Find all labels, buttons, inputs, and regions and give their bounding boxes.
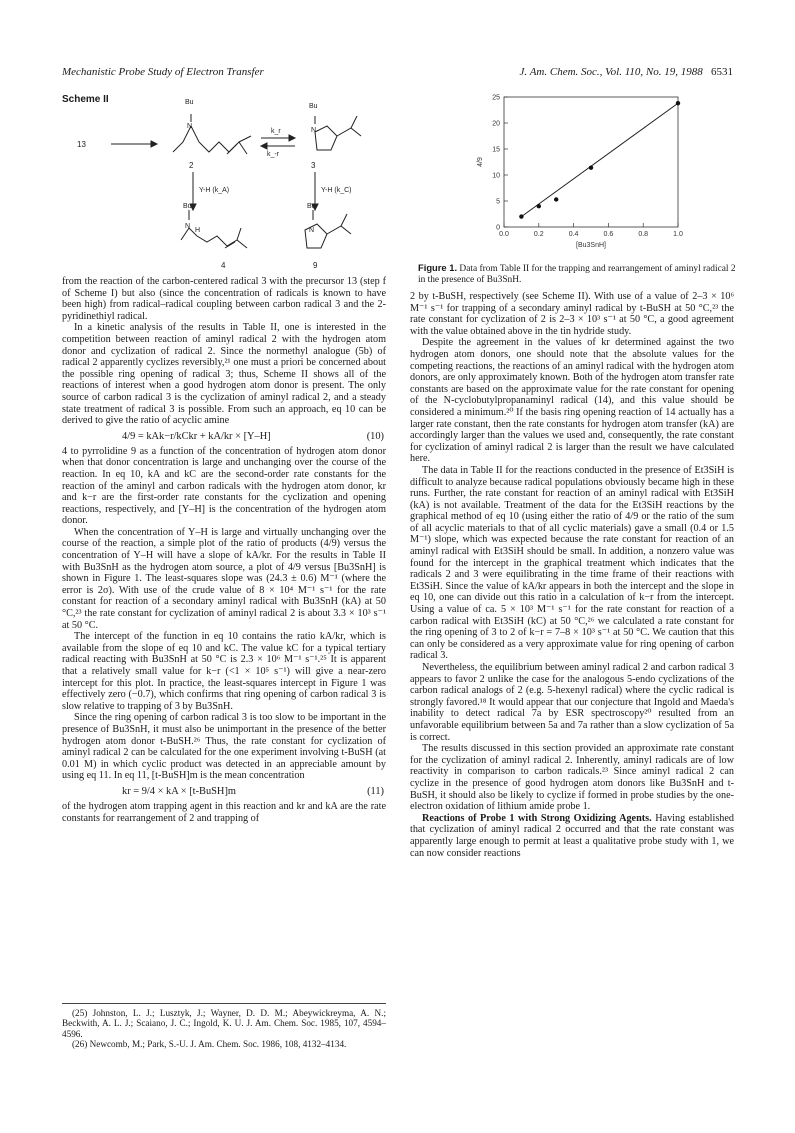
- scheme-label: Scheme II: [62, 94, 109, 105]
- references: [62, 1003, 386, 1050]
- equation-10-number: (10): [366, 430, 384, 442]
- arrow-head-13: [151, 141, 157, 147]
- equation-10-body: 4/9 = kAk−r/kCkr + kA/kr × [Y–H]: [122, 430, 271, 442]
- right-paragraph-6: [410, 813, 734, 859]
- x-tick-label: 0.2: [533, 231, 544, 238]
- caption-text: Data from Table II for the trapping and rearrangement of aminyl radical 2 in the presence of Bu3SnH.: [418, 264, 736, 285]
- x-tick-label: 0.8: [638, 231, 649, 238]
- k-forward-label: k_r: [271, 128, 281, 135]
- n-label-3: N: [311, 127, 317, 134]
- right-column: [410, 291, 734, 859]
- right-paragraph-4: Nevertheless, the equilibrium between aminyl radical 2 and carbon radical 3 appears to favor 2 unlike the case for the analogous 5-endo cyclizations of the carbon radical analogs of 2 (e.g. 5-hexenyl radical) where the cyclic radical is strongly favored.¹⁸ It would appear that our conjecture that Ingold and Maeda's inability to detect radical 7a by ESR spectroscopy²⁰ resulted from an unfavorable equilibrium between 5a and 7a rather than a slow cyclization of 5a is correct.: [410, 662, 734, 743]
- reverse-arrow-head: [261, 143, 267, 149]
- journal-name: J. Am. Chem. Soc., Vol. 110, No. 19, 1988: [519, 66, 703, 78]
- left-paragraph-2: In a kinetic analysis of the results in Table II, one is interested in the competition between reaction of aminyl radical 2 with the hydrogen atom donor and cyclization of radical 2. Since the normethyl analogue (5b) of radical 2 apparently cyclizes reversibly,²¹ one must a priori be concerned about the possible ring opening of radical 3; thus, Scheme II shows all of the reactions of interest when a good hydrogen atom donor is present. The only source of carbon radical 3 is the cyclization of aminyl radical 2, and a steady state treatment of radical 3 is possible. From such an approach, eq 10 can be derived to give the ratio of acyclic amine: [62, 322, 386, 427]
- forward-arrow-head: [289, 135, 295, 141]
- y-axis-label: 4/9: [477, 157, 484, 167]
- isopropylidene-2: [239, 136, 251, 154]
- compound-13-label: 13: [77, 140, 86, 149]
- n-label-4: N: [185, 223, 191, 230]
- x-axis-label: [Bu3SnH]: [576, 242, 606, 249]
- left-paragraph-7: of the hydrogen atom trapping agent in this reaction and kr and kA are the rate constants for rearrangement of 2 and trapping of: [62, 800, 386, 824]
- y-tick-label: 10: [492, 172, 500, 180]
- reagent-right-label: Y-H (k_C): [321, 187, 352, 194]
- right-paragraph-5: The results discussed in this section provided an approximate rate constant for the cyclization of aminyl radical 2. Inherently, aminyl radicals are of low reactivity in comparison to carbon radicals.²³ Since aminyl radical 2 can cyclize in the presence of good hydrogen atom donors like Bu3SnH and t-BuSH, it should also be likely to cyclize if formed in probe studies by the one-electron oxidation of lithium amide probe 1.: [410, 743, 734, 813]
- bu-label-4: Bu: [183, 203, 192, 210]
- data-point: [589, 166, 593, 170]
- reference-26: (26) Newcomb, M.; Park, S.-U. J. Am. Chem. Soc. 1986, 108, 4132–4134.: [72, 1039, 347, 1050]
- running-title: Mechanistic Probe Study of Electron Transfer: [62, 66, 264, 78]
- x-tick-label: 0.4: [568, 231, 579, 238]
- right-paragraph-2: Despite the agreement in the values of kr determined against the two hydrogen atom donors, one should note that the absolute values for the competing reactions, the reactions of an aminyl radical with the hydrogen atom donors, are only approximately known. Both of the hydrogen atom transfer rate constants are based on the approximate value for the rate constant for opening of the N-cyclobutylpropanaminyl radical (14), and this value should be considered a minimum.²⁰ If the basis ring opening reaction of 14 actually has a larger rate constant, then the rate constants for hydrogen atom transfer (kA) are accordingly larger than the values we used and, consequently, the rate constant for cyclization of aminyl radical 2 is larger than the result we have calculated here.: [410, 337, 734, 465]
- n-label-9: N: [309, 227, 315, 234]
- bu-label-2: Bu: [185, 99, 194, 106]
- methyl-4: [237, 228, 241, 240]
- figure-1-caption: [418, 262, 736, 286]
- radical-2-chain: [173, 126, 239, 152]
- compound-9-label: 9: [313, 261, 318, 270]
- h-label-4: H: [195, 227, 201, 234]
- left-paragraph-5: The intercept of the function in eq 10 contains the ratio kA/kr, which is available from the slope of eq 10 and kC. The value kC for a typical tertiary radical reacting with Bu3SnH at 50 °C is 2.3 × 10⁶ M⁻¹ s⁻¹.²⁵ It is apparent that a relatively small value for k−r (<1 × 10⁵ s⁻¹) will give a near-zero intercept for this plot. In practice, the least-squares intercept in Figure 1 was effectively zero (−0.7), which confirms that ring opening of carbon radical 3 is slow relative to trapping of 3 by Bu3SnH.: [62, 631, 386, 712]
- n-radical-label: N: [187, 123, 193, 130]
- section-text: Having established that cyclization of aminyl radical 2 occurred and that the rate constant was apparently large enough to permit at least a qualitative probe study with 1, we can now consider reactions: [410, 812, 734, 859]
- journal-citation: [520, 66, 733, 78]
- left-paragraph-3: 4 to pyrrolidine 9 as a function of the concentration of hydrogen atom donor when that donor concentration is large and unchanging over the course of the reaction. In eq 10, kA and kC are the second-order rate constants for the reaction of the aminyl and carbon radicals with the hydrogen atom donor, kr and k−r are the first-order rate constants for the cyclization and opening reactions, respectively, and [Y–H] is the concentration of the hydrogen atom donor.: [62, 445, 386, 527]
- equation-11-number: (11): [367, 785, 384, 797]
- left-paragraph-1: from the reaction of the carbon-centered radical 3 with the precursor 13 (step f of Scheme I) but also (since the concentration of radicals is known to have been high) from radical–radical coupling between carbon radical 3 and the 2-pyridinethiyl radical.: [62, 276, 386, 322]
- equation-11-body: kr = 9/4 × kA × [t-BuSH]m: [122, 785, 236, 797]
- bu-label-3: Bu: [309, 103, 318, 110]
- figure-1-chart: [470, 89, 690, 253]
- x-tick-label: 0.6: [603, 231, 614, 238]
- left-paragraph-4: When the concentration of Y–H is large and virtually unchanging over the course of the reaction, a simple plot of the ratio of products (4/9) versus the concentration of Y–H will have a slope of kA/kr. For the results in Table II with Bu3SnH as the hydrogen atom source, a plot of 4/9 versus [Bu3SnH] is shown in Figure 1. The least-squares slope was (24.3 ± 0.6) M⁻¹ (where the error is 2σ). With use of the crude value of 8 × 10⁴ M⁻¹ s⁻¹ for the rate constant for reaction of a secondary aminyl radical with Bu3SnH (kA) at 50 °C,²³ the rate constant for cyclization of aminyl radical 2 is about 3.3 × 10³ s⁻¹ at 50 °C.: [62, 526, 386, 631]
- section-heading: Reactions of Probe 1 with Strong Oxidizing Agents.: [422, 812, 652, 824]
- x-tick-label: 1.0: [673, 231, 683, 238]
- scheme-ii-diagram: [75, 92, 395, 277]
- compound-2-label: 2: [189, 161, 194, 170]
- x-tick-label: 0.0: [499, 231, 509, 238]
- y-tick-label: 15: [492, 146, 500, 154]
- equation-11: [62, 784, 386, 799]
- y-tick-label: 0: [496, 224, 500, 232]
- y-tick-label: 25: [492, 94, 500, 102]
- data-point: [554, 197, 558, 201]
- y-tick-label: 5: [496, 198, 500, 206]
- plot-frame: [504, 97, 678, 227]
- data-point: [676, 101, 680, 105]
- compound-3-label: 3: [311, 161, 316, 170]
- isopropyl-9: [327, 214, 351, 234]
- pyrrolidine-ring-3: [315, 126, 337, 150]
- bu-label-9: Bu: [307, 203, 316, 210]
- double-bond-2: [227, 144, 237, 154]
- amine-4-chain: [181, 228, 247, 248]
- data-point: [537, 204, 541, 208]
- caption-label: Figure 1.: [418, 262, 458, 273]
- y-tick-label: 20: [492, 120, 500, 128]
- k-reverse-label: k_-r: [267, 151, 280, 158]
- page-number: 6531: [711, 66, 733, 78]
- compound-4-label: 4: [221, 261, 226, 270]
- right-paragraph-3: The data in Table II for the reactions conducted in the presence of Et3SiH is difficult to analyze because radical populations obviously became high in these runs. Further, the rate constant for reaction of an aminyl radical with Et3SiH (kA) is not available. Treatment of the data for the Et3SiH reactions by the graphical method of eq 10 (using either the ratio of 4/9 or the ratio of the sum of all acyclic materials to that of all cyclic materials) gave a small (0.4 or 1.5 M⁻¹) slope, which was expected because the rate constant for reaction of an aminyl radical with Et3SiH should be small. In addition, a nonzero value was found for the intercept in the graphical treatment which indicates that the radicals 2 and 3 were equilibrating in the time frame of their reactions with Et3SiH. Since the value of kA/kr appears in both the intercept and the slope in eq 10, one can divide out this ratio in a calculation of k−r from the intercept. Using a value of ca. 5 × 10³ M⁻¹ s⁻¹ for the rate constant for reaction of a carbon radical with Et3SiH (kC) at 50 °C,²⁶ we calculated a rate constant for the ring opening of 3 to 2 of k−r = 7–8 × 10³ s⁻¹ at 50 °C. We caution that this can only be considered as a very approximate value for ring opening of carbon radical 3.: [410, 464, 734, 662]
- left-paragraph-6: Since the ring opening of carbon radical 3 is too slow to be important in the presence of Bu3SnH, it must also be unimportant in the presence of the better hydrogen atom donor t-BuSH.²⁶ Thus, the rate constant for cyclization of aminyl radical 2 can be calculated for the one experiment involving t-BuSH (at 0.01 M) in which cyclic product was detected in an appreciable amount by using eq 11. In eq 11, [t-BuSH]m is the mean concentration: [62, 712, 386, 782]
- fit-line: [521, 103, 678, 216]
- reference-25: (25) Johnston, L. J.; Lusztyk, J.; Wayner, D. D. M.; Abeywickreyma, A. N.; Beckwith, A. L. J.; Scaiano, J. C.; Ingold, K. U. J. Am. Chem. Soc. 1985, 107, 4594–4596.: [62, 1008, 386, 1039]
- equation-10: [62, 429, 386, 444]
- right-paragraph-1: 2 by t-BuSH, respectively (see Scheme II). With use of a value of 2–3 × 10⁶ M⁻¹ s⁻¹ for trapping of a secondary aminyl radical by t-BuSH at 50 °C,²³ the rate constant for cyclization of 2 is 2–3 × 10³ s⁻¹ at 50 °C, a good agreement with the value obtained above in the tin hydride study.: [410, 291, 734, 337]
- left-column: [62, 276, 386, 824]
- reagent-left-label: Y-H (k_A): [199, 187, 230, 194]
- data-point: [519, 214, 523, 218]
- isopropyl-3: [337, 116, 361, 136]
